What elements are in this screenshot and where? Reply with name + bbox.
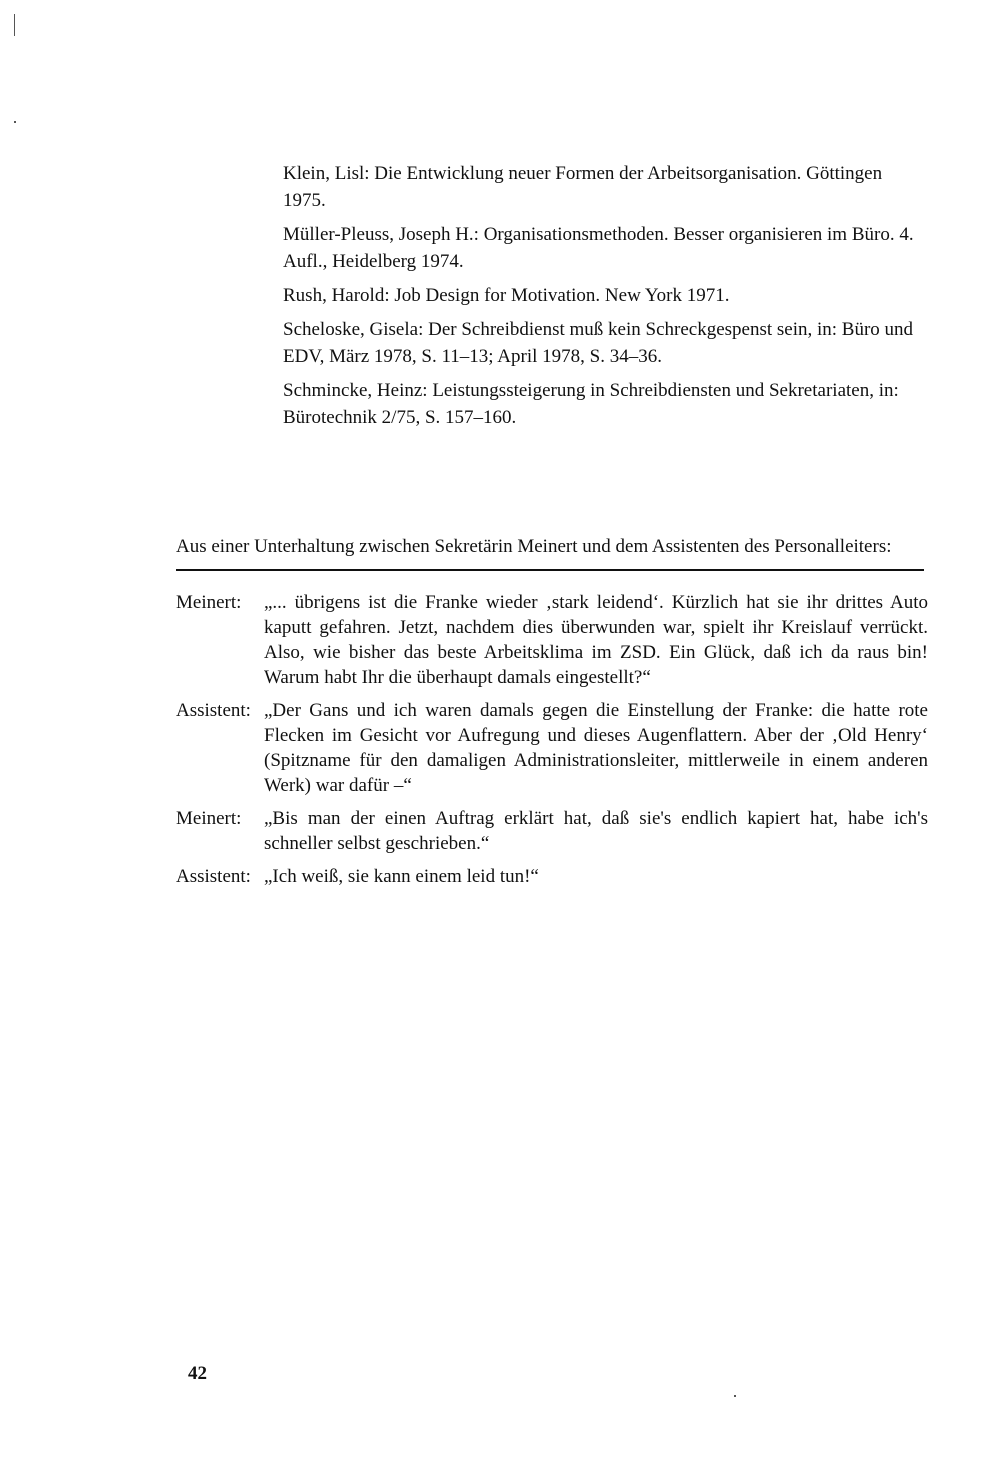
reference-entry: Müller-Pleuss, Joseph H.: Organisationsmethoden. Besser organisieren im Büro. 4. Aufl., Heidelberg 1974. <box>283 224 914 272</box>
speaker-label: Assistent: <box>176 700 251 721</box>
bibliography <box>283 160 923 438</box>
dialogue-turn <box>176 806 928 856</box>
scan-mark <box>734 1395 736 1397</box>
conversation-intro: Aus einer Unterhaltung zwischen Sekretärin Meinert und dem Assistenten des Personalleiters: <box>176 536 892 557</box>
reference-entry: Schmincke, Heinz: Leistungssteigerung in Schreibdiensten und Sekretariaten, in: Bürotechnik 2/75, S. 157–160. <box>283 380 899 428</box>
reference-entry: Rush, Harold: Job Design for Motivation. New York 1971. <box>283 285 730 306</box>
utterance-text: „... übrigens ist die Franke wieder ‚stark leidend‘. Kürzlich hat sie ihr drittes Auto kaputt gefahren. Jetzt, nachdem dies überwunden war, spielt ihr Kreislauf verrückt. Also, wie bisher das beste Arbeitsklima im ZSD. Ein Glück, daß ich da raus bin! Warum habt Ihr die überhaupt damals eingestellt?“ <box>264 592 928 688</box>
dialogue-turn <box>176 698 928 798</box>
reference-entry: Scheloske, Gisela: Der Schreibdienst muß kein Schreckgespenst sein, in: Büro und EDV, März 1978, S. 11–13; April 1978, S. 34–36. <box>283 319 914 367</box>
scan-mark <box>14 14 15 36</box>
speaker-label: Assistent: <box>176 866 251 887</box>
dialogue-turn <box>176 864 928 889</box>
utterance-text: „Bis man der einen Auftrag erklärt hat, daß sie's endlich kapiert hat, habe ich's schneller selbst geschrieben.“ <box>264 808 928 854</box>
dialogue <box>176 590 928 897</box>
divider-rule <box>176 569 924 571</box>
speaker-label: Meinert: <box>176 592 242 613</box>
utterance-text: „Ich weiß, sie kann einem leid tun!“ <box>264 866 539 887</box>
reference-entry: Klein, Lisl: Die Entwicklung neuer Formen der Arbeitsorganisation. Göttingen 1975. <box>283 163 883 211</box>
page-number: 42 <box>188 1363 207 1384</box>
dialogue-turn <box>176 590 928 690</box>
speaker-label: Meinert: <box>176 808 242 829</box>
scan-mark <box>14 121 16 123</box>
utterance-text: „Der Gans und ich waren damals gegen die Einstellung der Franke: die hatte rote Flecken im Gesicht vor Aufregung und dieses Augenflattern. Aber der ‚Old Henry‘ (Spitzname für den damaligen Administrationsleiter, mittlerweile in einem anderen Werk) war dafür –“ <box>264 700 928 796</box>
